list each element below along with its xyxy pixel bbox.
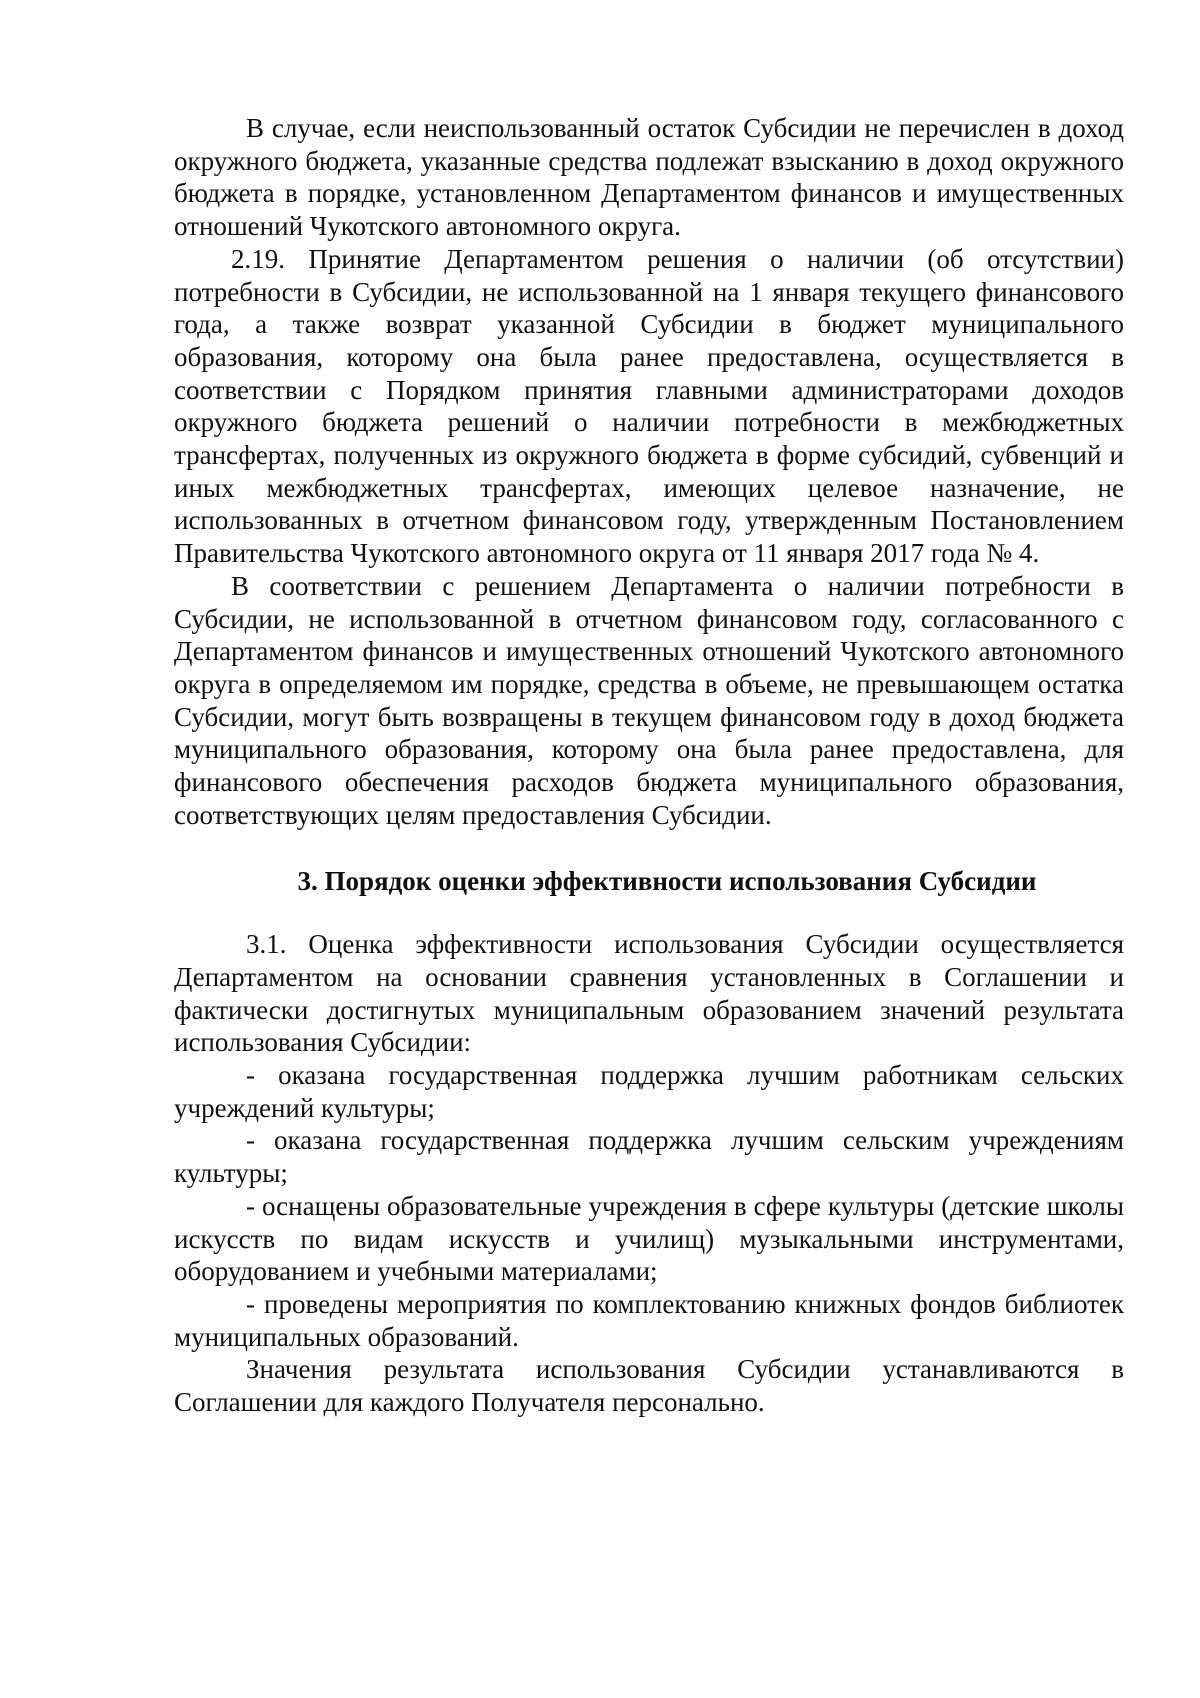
section-heading-3: 3. Порядок оценки эффективности использования Субсидии: [297, 866, 1037, 897]
paragraph-2-19: 2.19. Принятие Департаментом решения о наличии (об отсутствии) потребности в Субсидии, не использованной на 1 января текущего финансового года, а также возврат указанной Субсидии в бюджет муниципального образования, которому она была ранее предоставлена, осуществляется в соответствии с Порядком принятия главными администраторами доходов окружного бюджета решений о наличии потребности в межбюджетных трансфертах, полученных из окружного бюджета в форме субсидий, субвенций и иных межбюджетных трансфертах, имеющих целевое назначение, не использованных в отчетном финансовом году, утвержденным Постановлением Правительства Чукотского автономного округа от 11 января 2017 года № 4.: [174, 243, 1124, 569]
paragraph-return-decision: В соответствии с решением Департамента о наличии потребности в Субсидии, не использованной в отчетном финансовом году, согласованного с Департаментом финансов и имущественных отношений Чукотского автономного округа в определяемом им порядке, средства в объеме, не превышающем остатка Субсидии, могут быть возвращены в текущем финансовом году в доход бюджета муниципального образования, которому она была ранее предоставлена, для финансового обеспечения расходов бюджета муниципального образования, соответствующих целям предоставления Субсидии.: [174, 570, 1124, 830]
paragraph-unused-balance: В случае, если неиспользованный остаток Субсидии не перечислен в доход окружного бюджета, указанные средства подлежат взысканию в доход окружного бюджета в порядке, установленном Департаментом финансов и имущественных отношений Чукотского автономного округа.: [174, 113, 1124, 242]
list-item: - проведены мероприятия по комплектованию книжных фондов библиотек муниципальных образований.: [174, 1288, 1124, 1352]
list-item: - оказана государственная поддержка лучшим сельским учреждениям культуры;: [174, 1125, 1124, 1189]
document-body: [174, 112, 1124, 1419]
paragraph-3-1: 3.1. Оценка эффективности использования Субсидии осуществляется Департаментом на основании сравнения установленных в Соглашении и фактически достигнутых муниципальным образованием значений результата использования Субсидии:: [174, 929, 1124, 1058]
list-item: - оснащены образовательные учреждения в сфере культуры (детские школы искусств по видам искусств и училищ) музыкальными инструментами, оборудованием и учебными материалами;: [174, 1190, 1124, 1287]
paragraph-result-values: Значения результата использования Субсидии устанавливаются в Соглашении для каждого Получателя персонально.: [174, 1354, 1124, 1418]
list-item: - оказана государственная поддержка лучшим работникам сельских учреждений культуры;: [174, 1059, 1124, 1123]
